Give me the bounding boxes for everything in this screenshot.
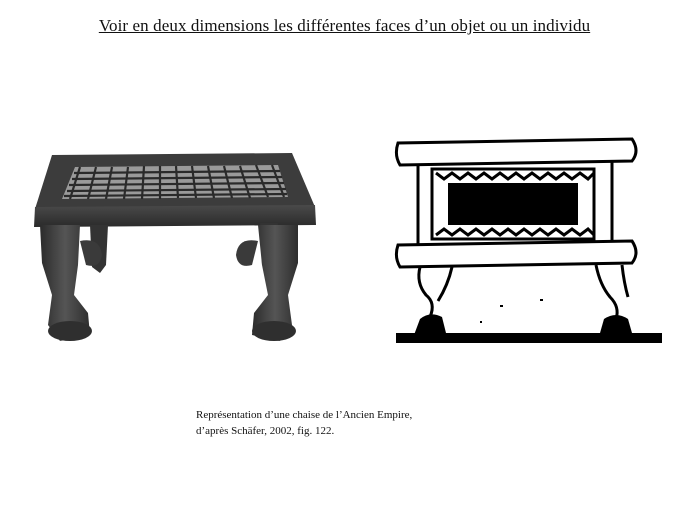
stool-photograph — [30, 145, 320, 355]
figure-caption — [196, 407, 456, 439]
slide-title: Voir en deux dimensions les différentes faces d’un objet ou un individu — [98, 16, 591, 35]
caption-line-1: Représentation d’une chaise de l’Ancien Empire, — [196, 409, 413, 421]
stool-drawing — [390, 133, 662, 355]
caption-line-2: d’après Schäfer, 2002, fig. 122. — [196, 425, 335, 437]
